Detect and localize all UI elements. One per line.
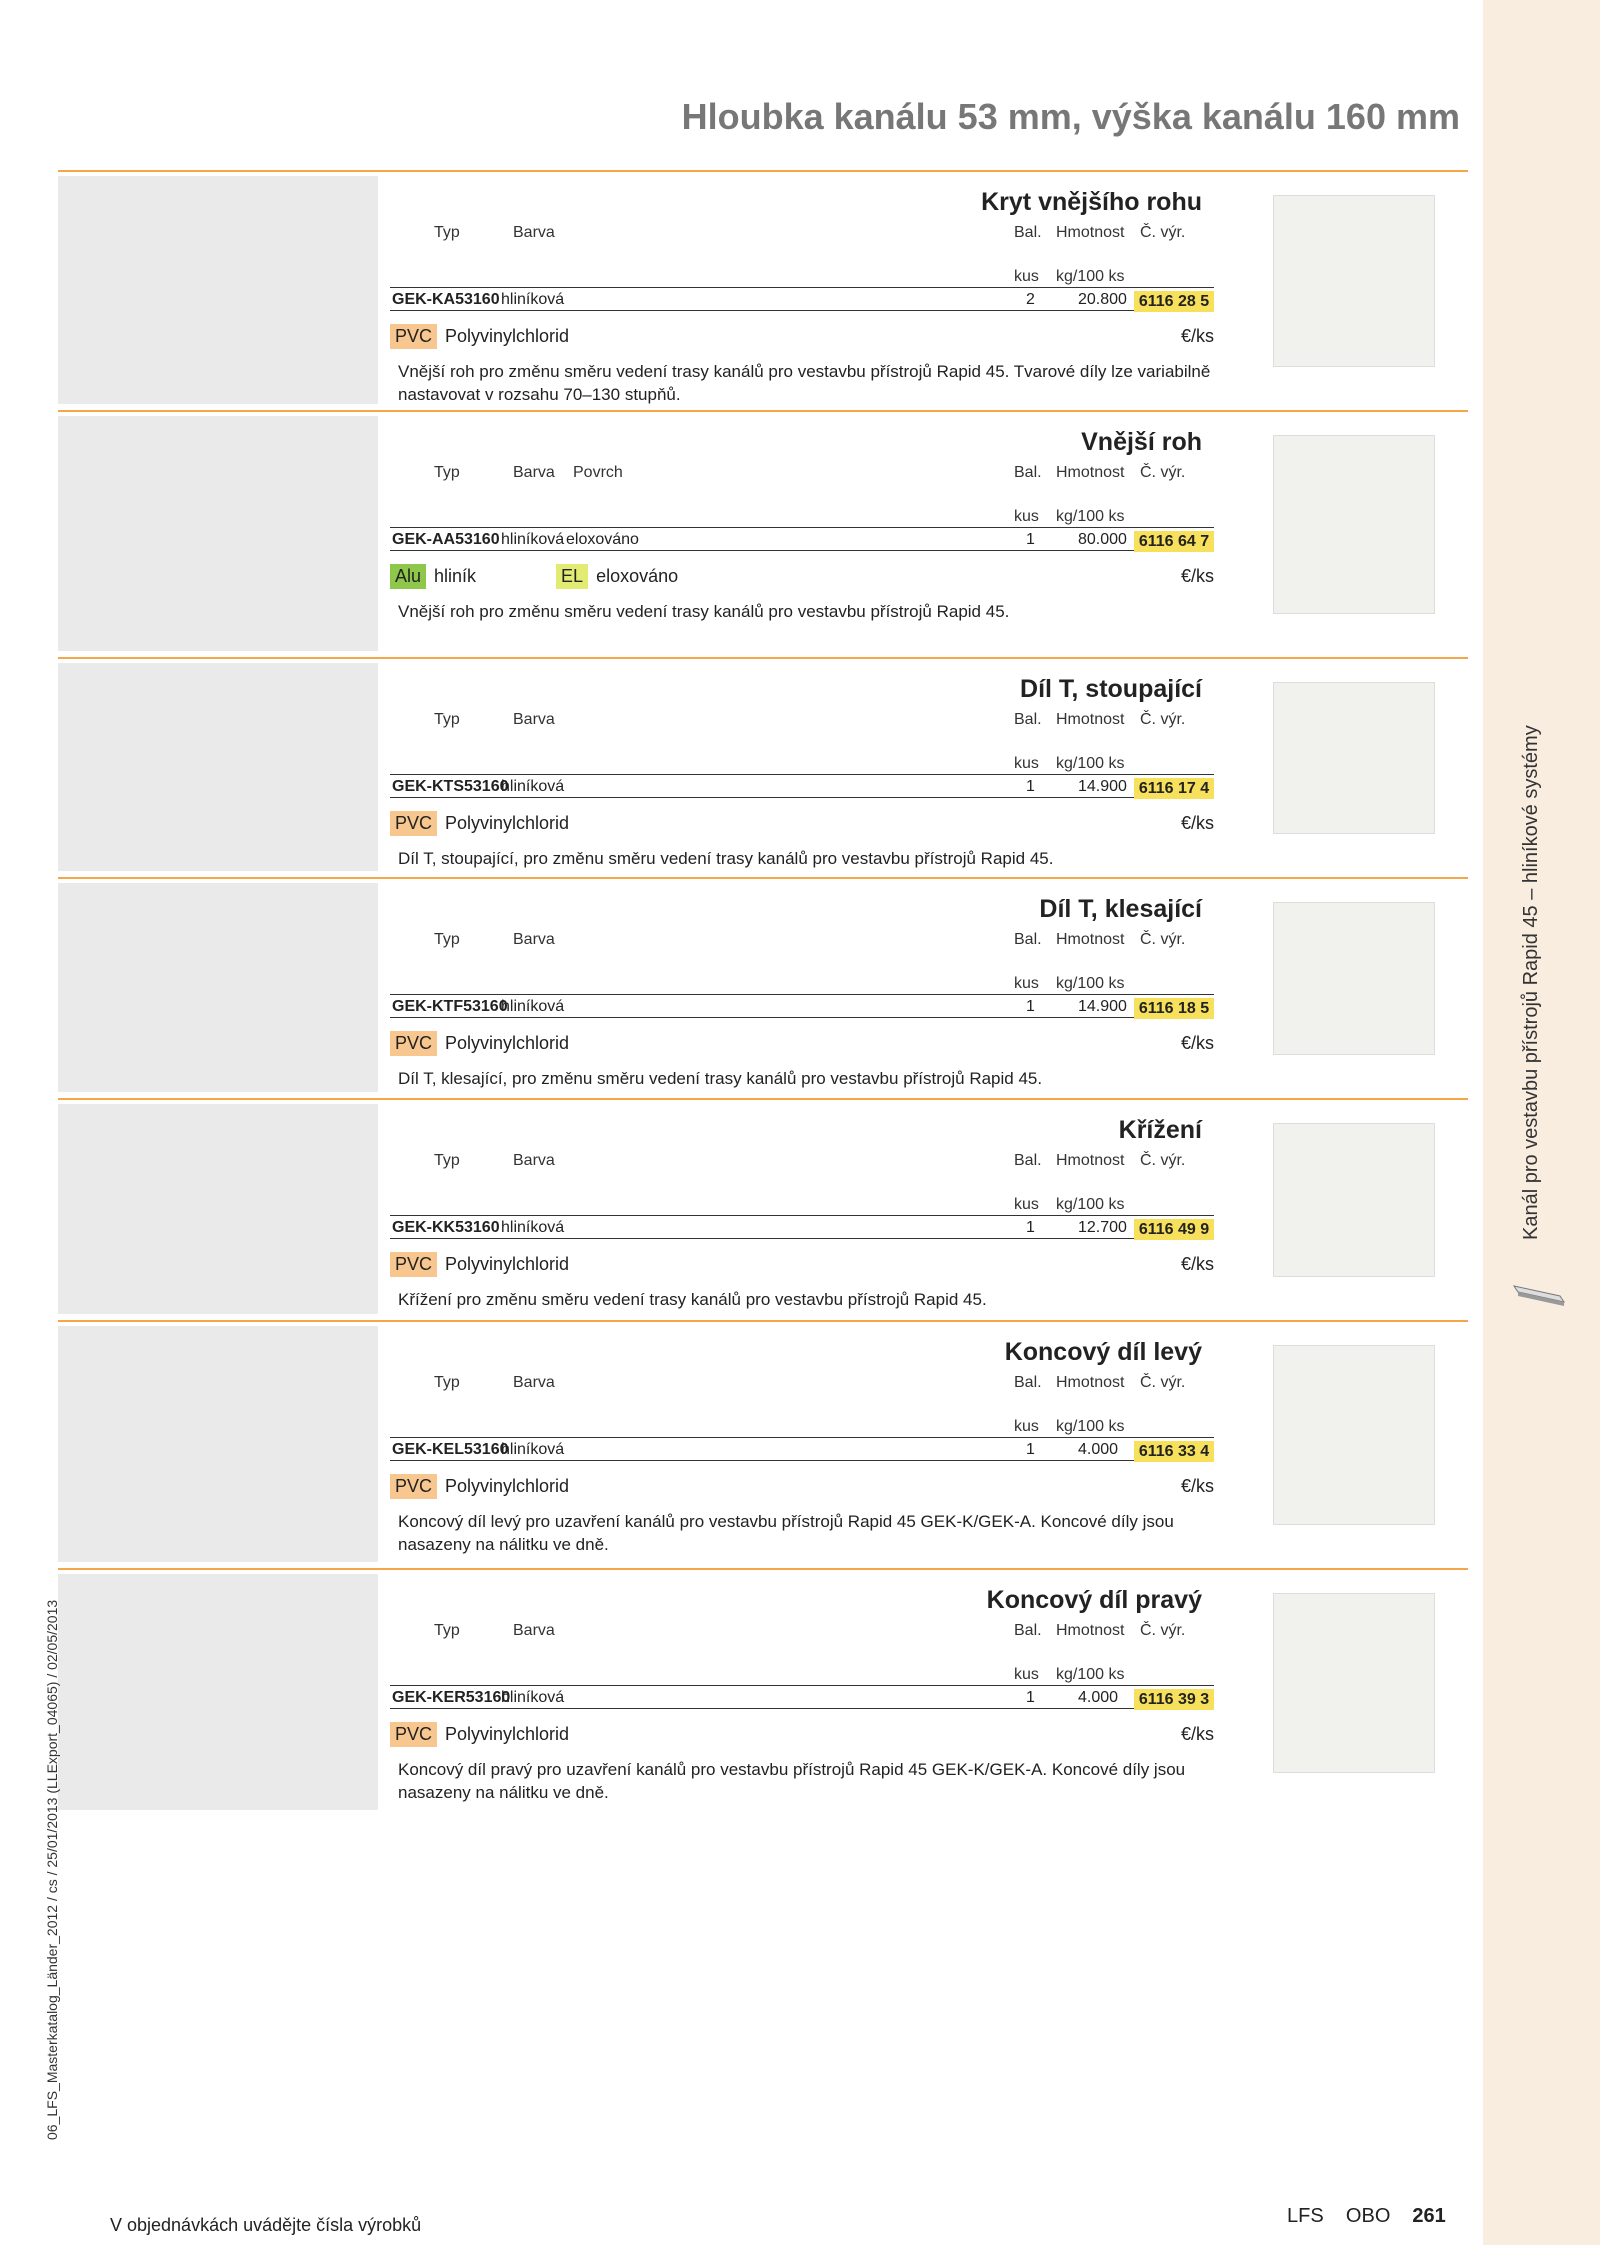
product-photo bbox=[1273, 682, 1435, 834]
material-label: eloxováno bbox=[596, 566, 679, 586]
product-description: Křížení pro změnu směru vedení trasy kanálů pro vestavbu přístrojů Rapid 45. bbox=[398, 1290, 987, 1309]
product-photo bbox=[1273, 1593, 1435, 1773]
product-description: Vnější roh pro změnu směru vedení trasy kanálů pro vestavbu přístrojů Rapid 45. Tvarové díly lze variabilně nastavovat v rozsahu 70–130 stupňů. bbox=[398, 362, 1211, 404]
product-table: Typ Barva Bal. Hmotnost Č. výr. kus kg/100 ks GEK-KER53160 hliníková 1 4.000 6116 39 3 bbox=[390, 1618, 1214, 1709]
material-code: EL bbox=[556, 564, 588, 589]
product-description: Koncový díl levý pro uzavření kanálů pro vestavbu přístrojů Rapid 45 GEK-K/GEK-A. Koncové díly jsou nasazeny na nálitku ve dně. bbox=[398, 1512, 1174, 1554]
divider bbox=[58, 657, 1468, 659]
material-row: PVC Polyvinylchlorid €/ks bbox=[390, 1031, 1214, 1056]
divider bbox=[58, 1320, 1468, 1322]
product-photo bbox=[1273, 902, 1435, 1055]
technical-drawing bbox=[58, 1326, 378, 1562]
material-row: Alu hliník EL eloxováno €/ks bbox=[390, 564, 1214, 589]
technical-drawing bbox=[58, 1104, 378, 1314]
table-row: GEK-AA53160 hliníková eloxováno 1 80.000 6116 64 7 bbox=[390, 528, 1214, 551]
material-row: PVC Polyvinylchlorid €/ks bbox=[390, 1252, 1214, 1277]
material-code: PVC bbox=[390, 811, 437, 836]
footer-brand: LFS OBO 261 bbox=[1287, 2205, 1446, 2227]
product-title: Koncový díl levý bbox=[1004, 1338, 1202, 1366]
material-label: Polyvinylchlorid bbox=[445, 1724, 570, 1744]
material-label: Polyvinylchlorid bbox=[445, 1033, 570, 1053]
product-title: Díl T, klesající bbox=[1039, 895, 1202, 923]
product-description: Vnější roh pro změnu směru vedení trasy kanálů pro vestavbu přístrojů Rapid 45. bbox=[398, 602, 1010, 621]
material-label: hliník bbox=[434, 566, 477, 586]
product-photo bbox=[1273, 435, 1435, 614]
table-row: GEK-KEL53160 hliníková 1 4.000 6116 33 4 bbox=[390, 1438, 1214, 1461]
material-label: Polyvinylchlorid bbox=[445, 1476, 570, 1496]
divider bbox=[58, 410, 1468, 412]
product-title: Kryt vnějšího rohu bbox=[981, 188, 1202, 216]
material-code: PVC bbox=[390, 1252, 437, 1277]
material-label: Polyvinylchlorid bbox=[445, 326, 570, 346]
table-row: GEK-KA53160 hliníková 2 20.800 6116 28 5 bbox=[390, 288, 1214, 311]
material-code: PVC bbox=[390, 1474, 437, 1499]
table-row: GEK-KER53160 hliníková 1 4.000 6116 39 3 bbox=[390, 1686, 1214, 1709]
material-row: PVC Polyvinylchlorid €/ks bbox=[390, 811, 1214, 836]
product-title: Křížení bbox=[1118, 1116, 1202, 1144]
material-row: PVC Polyvinylchlorid €/ks bbox=[390, 1474, 1214, 1499]
sidebar-text: Kanál pro vestavbu přístrojů Rapid 45 – hliníkové systémy bbox=[1520, 725, 1542, 1240]
product-photo bbox=[1273, 1123, 1435, 1277]
product-title: Díl T, stoupající bbox=[1020, 675, 1202, 703]
material-code: PVC bbox=[390, 1031, 437, 1056]
product-table: Typ Barva Povrch Bal. Hmotnost Č. výr. kus kg/100 ks GEK-AA53160 hliníková eloxováno 1 80.000 6116 64 7 bbox=[390, 460, 1214, 551]
material-code: PVC bbox=[390, 1722, 437, 1747]
technical-drawing bbox=[58, 176, 378, 404]
table-row: GEK-KK53160 hliníková 1 12.700 6116 49 9 bbox=[390, 1216, 1214, 1239]
product-description: Díl T, klesající, pro změnu směru vedení trasy kanálů pro vestavbu přístrojů Rapid 45. bbox=[398, 1069, 1043, 1088]
material-row: PVC Polyvinylchlorid €/ks bbox=[390, 324, 1214, 349]
material-code: Alu bbox=[390, 564, 426, 589]
product-photo bbox=[1273, 195, 1435, 367]
footer-note: V objednávkách uvádějte čísla výrobků bbox=[110, 2215, 422, 2235]
divider bbox=[58, 170, 1468, 172]
technical-drawing bbox=[58, 416, 378, 651]
technical-drawing bbox=[58, 883, 378, 1092]
product-table: Typ Barva Bal. Hmotnost Č. výr. kus kg/100 ks GEK-KTF53160 hliníková 1 14.900 6116 18 5 bbox=[390, 927, 1214, 1018]
product-table: Typ Barva Bal. Hmotnost Č. výr. kus kg/100 ks GEK-KEL53160 hliníková 1 4.000 6116 33 4 bbox=[390, 1370, 1214, 1461]
divider bbox=[58, 877, 1468, 879]
divider bbox=[58, 1098, 1468, 1100]
product-photo bbox=[1273, 1345, 1435, 1525]
material-row: PVC Polyvinylchlorid €/ks bbox=[390, 1722, 1214, 1747]
print-meta: 06_LFS_Masterkatalog_Länder_2012 / cs / 25/01/2013 (LLExport_04065) / 02/05/2013 bbox=[44, 1599, 60, 2140]
table-row: GEK-KTS53160 hliníková 1 14.900 6116 17 4 bbox=[390, 775, 1214, 798]
page-title: Hloubka kanálu 53 mm, výška kanálu 160 mm bbox=[681, 96, 1460, 137]
material-label: Polyvinylchlorid bbox=[445, 1254, 570, 1274]
material-label: Polyvinylchlorid bbox=[445, 813, 570, 833]
product-table: Typ Barva Bal. Hmotnost Č. výr. kus kg/100 ks GEK-KA53160 hliníková 2 20.800 6116 28 5 bbox=[390, 220, 1214, 311]
product-description: Koncový díl pravý pro uzavření kanálů pro vestavbu přístrojů Rapid 45 GEK-K/GEK-A. Koncové díly jsou nasazeny na nálitku ve dně. bbox=[398, 1760, 1186, 1802]
product-table: Typ Barva Bal. Hmotnost Č. výr. kus kg/100 ks GEK-KTS53160 hliníková 1 14.900 6116 17 4 bbox=[390, 707, 1214, 798]
product-title: Koncový díl pravý bbox=[986, 1586, 1202, 1614]
technical-drawing bbox=[58, 1574, 378, 1810]
rail-icon bbox=[1512, 1280, 1567, 1306]
table-row: GEK-KTF53160 hliníková 1 14.900 6116 18 5 bbox=[390, 995, 1214, 1018]
page-number: 261 bbox=[1412, 2205, 1446, 2227]
divider bbox=[58, 1568, 1468, 1570]
product-description: Díl T, stoupající, pro změnu směru vedení trasy kanálů pro vestavbu přístrojů Rapid 45. bbox=[398, 849, 1054, 868]
product-title: Vnější roh bbox=[1081, 428, 1202, 456]
material-code: PVC bbox=[390, 324, 437, 349]
technical-drawing bbox=[58, 663, 378, 871]
product-table: Typ Barva Bal. Hmotnost Č. výr. kus kg/100 ks GEK-KK53160 hliníková 1 12.700 6116 49 9 bbox=[390, 1148, 1214, 1239]
